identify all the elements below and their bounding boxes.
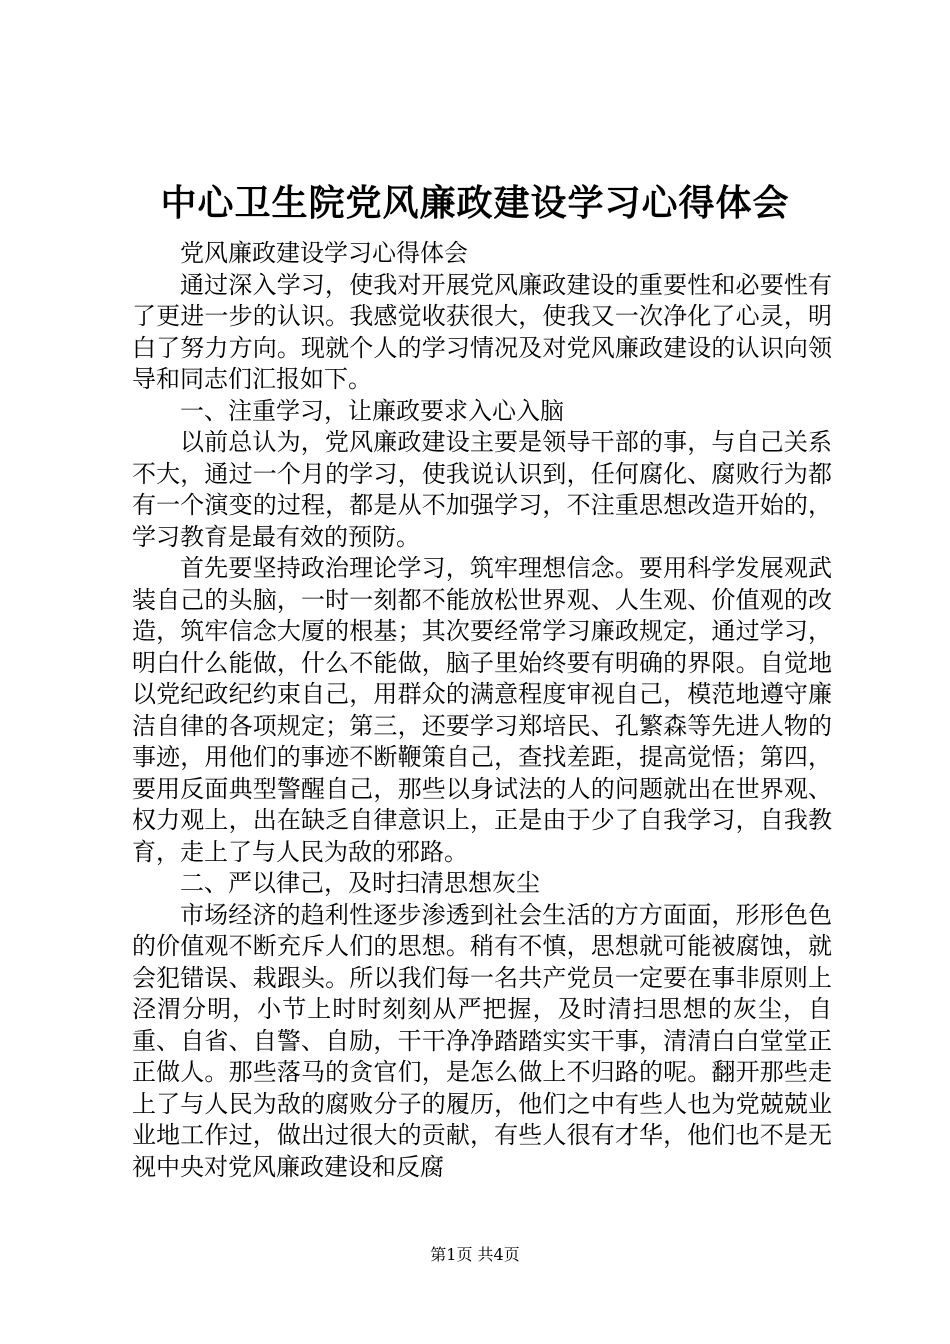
- document-title: 中心卫生院党风廉政建设学习心得体会: [160, 183, 790, 224]
- section-heading-2: 二、严以律己，及时扫清思想灰尘: [180, 869, 540, 897]
- page-number-footer: 第1页 共4页: [430, 1245, 520, 1264]
- paragraph-section-1-b: 首先要坚持政治理论学习，筑牢理想信念。要用科学发展观武装自己的头脑，一时一刻都不能放松世界观、人生观、价值观的改造，筑牢信念大厦的根基；其次要经常学习廉政规定，通过学习，明白什么能做，什么不能做，脑子里始终要有明确的界限。自觉地以党纪政纪约束自己，用群众的满意程度审视自己，模范地遵守廉洁自律的各项规定；第三，还要学习郑培民、孔繁森等先进人物的事迹，用他们的事迹不断鞭策自己，查找差距，提高觉悟；第四，要用反面典型警醒自己，那些以身试法的人的问题就出在世界观、权力观上，出在缺乏自律意识上，正是由于少了自我学习，自我教育，走上了与人民为敌的邪路。: [132, 554, 832, 866]
- section-heading-1: 一、注重学习，让廉政要求入心入脑: [180, 396, 564, 425]
- paragraph-section-2-a: 市场经济的趋利性逐步渗透到社会生活的方方面面，形形色色的价值观不断充斥人们的思想。稍有不慎，思想就可能被腐蚀，就会犯错误、栽跟头。所以我们每一名共产党员一定要在事非原则上泾渭分明，小节上时时刻刻从严把握，及时清扫思想的灰尘，自重、自省、自警、自励，干干净净踏踏实实干事，清清白白堂堂正正做人。那些落马的贪官们，是怎么做上不归路的呢。翻开那些走上了与人民为敌的腐败分子的履历，他们之中有些人也为党兢兢业业地工作过，做出过很大的贡献，有些人很有才华，他们也不是无视中央对党风廉政建设和反腐: [132, 900, 832, 1181]
- document-body: [132, 238, 832, 1183]
- paragraph-intro: 通过深入学习，使我对开展党风廉政建设的重要性和必要性有了更进一步的认识。我感觉收获很大，使我又一次净化了心灵，明白了努力方向。现就个人的学习情况及对党风廉政建设的认识向领导和同志们汇报如下。: [132, 270, 832, 393]
- paragraph-subtitle: 党风廉政建设学习心得体会: [180, 239, 468, 267]
- paragraph-section-1-a: 以前总认为，党风廉政建设主要是领导干部的事，与自己关系不大，通过一个月的学习，使我说认识到，任何腐化、腐败行为都有一个演变的过程，都是从不加强学习，不注重思想改造开始的，学习教育是最有效的预防。: [132, 428, 832, 551]
